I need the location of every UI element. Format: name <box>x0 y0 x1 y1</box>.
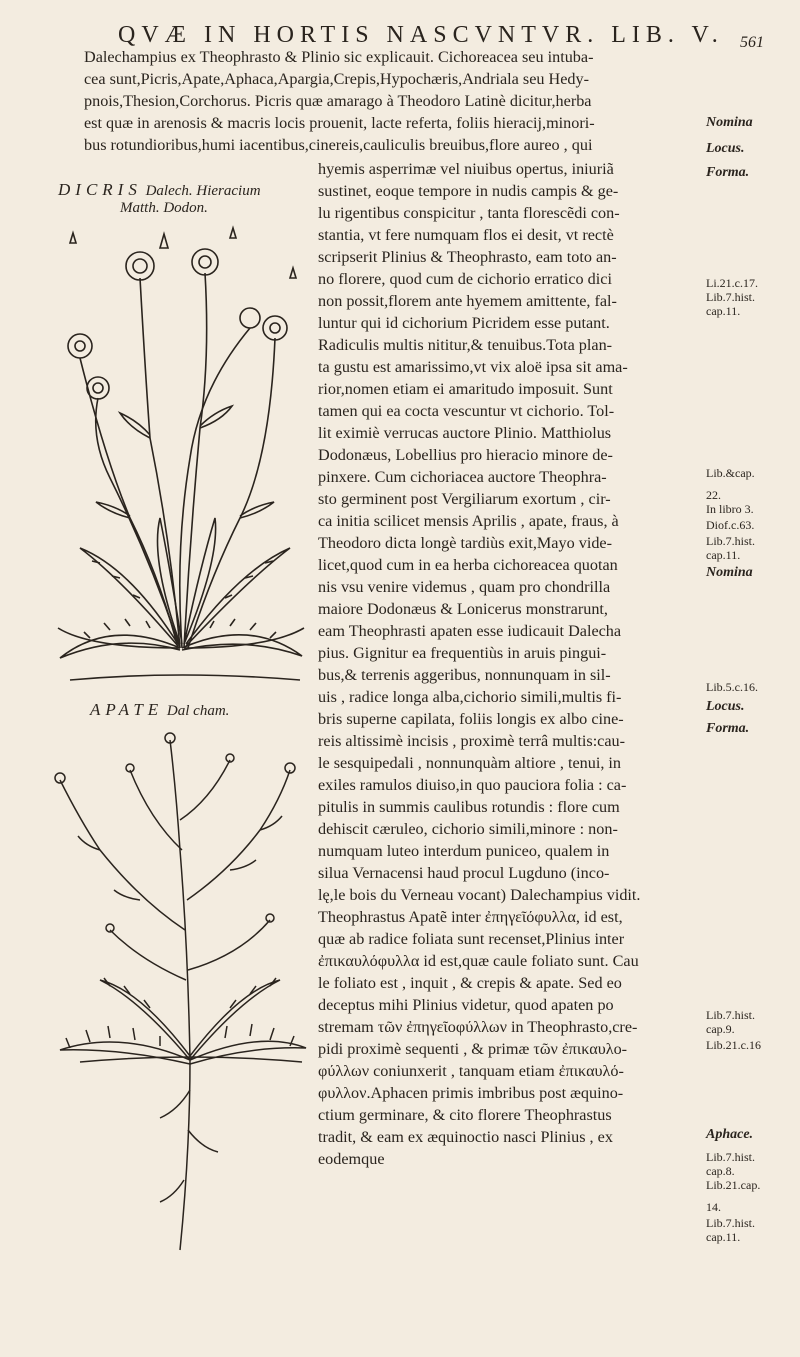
margin-note: Nomina <box>706 565 753 580</box>
text-line: uis , radice longa alba,cichorio simili,multis fi- <box>318 688 622 706</box>
margin-note: In libro 3. <box>706 502 754 516</box>
text-line: Radiculis multis nititur,& tenuibus.Tota plan- <box>318 336 613 354</box>
margin-note: Lib.&cap. <box>706 466 755 480</box>
text-line: φυλλον.Aphacen primis imbribus post æquino- <box>318 1084 624 1102</box>
margin-note: Lib.7.hist. <box>706 290 756 304</box>
text-line: dehiscit cæruleo, cichorio simili,minore : non- <box>318 820 618 838</box>
text-line: nis vsu venire videmus , quam pro chondrilla <box>318 578 611 596</box>
apate-woodcut <box>40 730 310 1260</box>
margin-note: cap.11. <box>706 548 741 562</box>
margin-note: Lib.7.hist. <box>706 534 756 548</box>
text-line: deceptus mihi Plinius videtur, quod apaten po <box>318 996 614 1014</box>
text-line: sto germinent post Vergiliarum exortum , cir- <box>318 490 611 508</box>
margin-note: 14. <box>706 1200 721 1214</box>
text-line: tamen qui ea cocta vescuntur vt cichorio. Tol- <box>318 402 615 420</box>
margin-note: Lib.7.hist. <box>706 1216 756 1230</box>
text-line: licet,quod cum in ea herba cichoreacea quotan <box>318 556 618 574</box>
text-line: ἐπικαυλόφυλλα id est,quæ caule foliato sunt. Cau <box>318 952 639 970</box>
margin-note: cap.11. <box>706 1230 741 1244</box>
text-line: luntur qui id cichorium Picridem esse putant. <box>318 314 610 332</box>
text-line: lę,le bois du Verneau vocant) Dalechampius vidit. <box>318 886 641 904</box>
margin-note: Lib.7.hist. <box>706 1008 756 1022</box>
text-line: Dalechampius ex Theophrasto & Plinio sic explicauit. Cichoreacea seu intuba- <box>84 48 594 66</box>
text-line: φύλλων coniunxerit , tanquam etiam ἐπικαυλό- <box>318 1062 624 1080</box>
text-line: pinxere. Cum cichoriacea auctore Theophra- <box>318 468 607 486</box>
caption-title: APATE <box>90 700 164 719</box>
text-line: bris superne capilata, foliis longis ex albo cine- <box>318 710 624 728</box>
text-line: non possit,florem ante hyemem amittente, fal- <box>318 292 617 310</box>
margin-note: Lib.21.c.16 <box>706 1038 761 1052</box>
text-line: pius. Gignitur ea frequentiùs in aruis pingui- <box>318 644 607 662</box>
caption-title: DICRIS <box>58 180 142 199</box>
text-line: eam Theophrasti apaten esse iudicauit Dalecha <box>318 622 622 640</box>
text-line: ta gustu est amarissimo,vt vix aloë ipsa sit ama- <box>318 358 628 376</box>
text-line: pitulis in summis caulibus rotundis : flore cum <box>318 798 620 816</box>
margin-note: cap.9. <box>706 1022 735 1036</box>
margin-note: Nomina <box>706 115 753 130</box>
text-line: Dodonæus, Lobellius pro hieracio minore de- <box>318 446 613 464</box>
text-line: ca initia scilicet mensis Aprilis , apate, fraus, à <box>318 512 619 530</box>
figure-caption-apate <box>90 700 229 720</box>
text-line: bus,& terrenis aggeribus, nonnunquam in sil- <box>318 666 611 684</box>
text-line: quæ ab radice foliata sunt recenset,Plinius inter <box>318 930 625 948</box>
page-number: 561 <box>740 34 764 51</box>
margin-note: Lib.5.c.16. <box>706 680 758 694</box>
margin-note: Locus. <box>706 141 745 156</box>
dicris-woodcut <box>50 218 312 688</box>
margin-note: Forma. <box>706 165 750 180</box>
text-line: no florere, quod cum de cichorio erratico dici <box>318 270 612 288</box>
caption-authors: Dalech. Hieracium <box>145 183 261 199</box>
running-head: QVÆ IN HORTIS NASCVNTVR. LIB. V. <box>118 22 724 48</box>
text-line: reis altissimè incisis , proximè terrâ multis:cau- <box>318 732 626 750</box>
margin-note: Lib.21.cap. <box>706 1178 761 1192</box>
text-line: lit eximiè verrucas auctore Plinio. Matthiolus <box>318 424 612 442</box>
text-line: stantia, vt fere numquam flos ei desit, vt rectè <box>318 226 614 244</box>
text-line: bus rotundioribus,humi iacentibus,cinereis,cauliculis breuibus,flore aureo , qui <box>84 136 593 154</box>
margin-note: cap.11. <box>706 304 741 318</box>
text-line: numquam luteo interdum puniceo, qualem in <box>318 842 610 860</box>
figure-caption-dicris-2: Matth. Dodon. <box>120 200 208 216</box>
text-line: cea sunt,Picris,Apate,Aphaca,Apargia,Crepis,Hypochæris,Andriala seu Hedy- <box>84 70 589 88</box>
text-line: exiles ramulos diuiso,in quo pauciora folia : ca- <box>318 776 627 794</box>
margin-note: Forma. <box>706 721 750 736</box>
text-line: silua Vernacensi haud procul Lugduno (inco- <box>318 864 610 882</box>
text-line: pnois,Thesion,Corchorus. Picris quæ amarago à Theodoro Latinè dicitur,herba <box>84 92 592 110</box>
margin-note: Li.21.c.17. <box>706 276 758 290</box>
text-line: le foliato est , inquit , & crepis & apate. Sed eo <box>318 974 622 992</box>
figure-caption-dicris <box>58 180 261 200</box>
margin-note: 22. <box>706 488 721 502</box>
margin-note: Lib.7.hist. <box>706 1150 756 1164</box>
text-line: ctium germinare, & cito florere Theophrastus <box>318 1106 612 1124</box>
margin-note: Diof.c.63. <box>706 518 755 532</box>
text-line: rior,nomen etiam ei amaritudo imposuit. Sunt <box>318 380 613 398</box>
text-line: maiore Dodonæus & Lonicerus monstrarunt, <box>318 600 608 618</box>
text-line: Theophrastus Apatẽ inter ἐπηγεῖόφυλλα, id est, <box>318 908 623 926</box>
text-line: eodemque <box>318 1150 385 1168</box>
text-line: Theodoro dicta longè tardiùs exit,Mayo vide- <box>318 534 612 552</box>
margin-note: Locus. <box>706 699 745 714</box>
margin-note: cap.8. <box>706 1164 735 1178</box>
caption-author: Dal cham. <box>166 703 230 719</box>
text-line: est quæ in arenosis & macris locis prouenit, lacte referta, foliis hieracij,minori- <box>84 114 595 132</box>
text-line: sustinet, eoque tempore in nudis campis & ge- <box>318 182 619 200</box>
text-line: stremam τῶν ἐπηγεῖοφύλλων in Theophrasto,cre- <box>318 1018 638 1036</box>
text-line: pidi proximè sequenti , & primæ τῶν ἐπικαυλο- <box>318 1040 628 1058</box>
text-line: scripserit Plinius & Theophrasto, eam toto an- <box>318 248 617 266</box>
text-line: tradit, & eam ex æquinoctio nasci Plinius , ex <box>318 1128 613 1146</box>
text-line: hyemis asperrimæ vel niuibus opertus, iniuriã <box>318 160 614 178</box>
text-line: lu rigentibus conspicitur , tanta florescẽdi con- <box>318 204 620 222</box>
text-line: le sesquipedali , nonnunquàm altiore , tenui, in <box>318 754 622 772</box>
margin-note: Aphace. <box>706 1127 754 1142</box>
